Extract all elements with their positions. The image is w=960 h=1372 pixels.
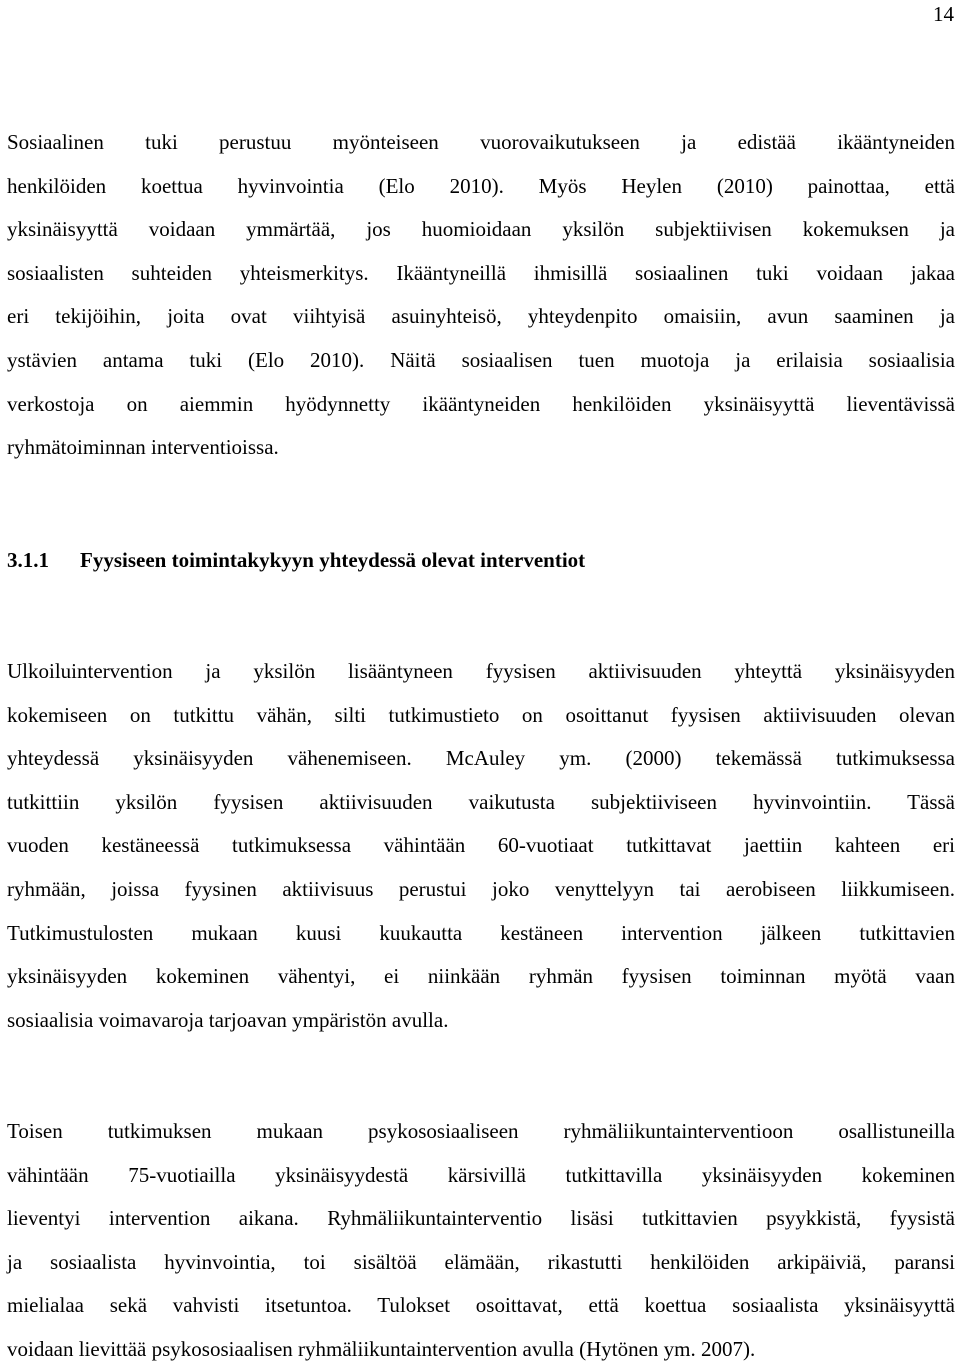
- text-line: vähintään 75-vuotiailla yksinäisyydestä kärsivillä tutkittavilla yksinäisyyden kokeminen: [7, 1162, 955, 1187]
- paragraph-social-support: [7, 121, 955, 470]
- text-line: ryhmään, joissa fyysinen aktiivisuus perustui joko venyttelyyn tai aerobiseen liikkumiseen.: [7, 876, 955, 901]
- text-line: ystävien antama tuki (Elo 2010). Näitä sosiaalisen tuen muotoja ja erilaisia sosiaalisia: [7, 347, 955, 372]
- text-line: verkostoja on aiemmin hyödynnetty ikääntyneiden henkilöiden yksinäisyyttä lieventävissä: [7, 391, 955, 416]
- text-line: henkilöiden koettua hyvinvointia (Elo 2010). Myös Heylen (2010) painottaa, että: [7, 173, 955, 198]
- text-line: sosiaalisten suhteiden yhteismerkitys. Ikääntyneillä ihmisillä sosiaalinen tuki voidaan jakaa: [7, 260, 955, 285]
- paragraph-physical-activity: [7, 650, 955, 1042]
- text-line: vuoden kestäneessä tutkimuksessa vähintään 60-vuotiaat tutkittavat jaettiin kahteen eri: [7, 833, 955, 858]
- text-line: tutkittiin yksilön fyysisen aktiivisuuden vaikutusta subjektiiviseen hyvinvointiin. Tässä: [7, 789, 955, 814]
- text-line: voidaan lievittää psykososiaalisen ryhmäliikuntaintervention avulla (Hytönen ym. 2007).: [7, 1336, 756, 1361]
- section-heading: [7, 545, 585, 575]
- text-line: sosiaalisia voimavaroja tarjoavan ympäristön avulla.: [7, 1007, 449, 1032]
- text-line: Ulkoiluintervention ja yksilön lisääntyneen fyysisen aktiivisuuden yhteyttä yksinäisyyden: [7, 659, 955, 683]
- text-line: kokemiseen on tutkittu vähän, silti tutkimustieto on osoittanut fyysisen aktiivisuuden olevan: [7, 702, 955, 727]
- text-line: ryhmätoiminnan interventioissa.: [7, 435, 279, 460]
- text-line: lieventyi intervention aikana. Ryhmäliikuntainterventio lisäsi tutkittavien psyykkistä, fyysistä: [7, 1206, 955, 1231]
- section-title: Fyysiseen toimintakykyyn yhteydessä olevat interventiot: [80, 548, 586, 572]
- text-line: Toisen tutkimuksen mukaan psykososiaaliseen ryhmäliikuntainterventioon osallistuneilla: [7, 1119, 955, 1143]
- text-line: Tutkimustulosten mukaan kuusi kuukautta kestäneen intervention jälkeen tutkittavien: [7, 920, 955, 945]
- text-line: eri tekijöihin, joita ovat viihtyisä asuinyhteisö, yhteydenpito omaisiin, avun saaminen ja: [7, 304, 955, 329]
- text-line: Sosiaalinen tuki perustuu myönteiseen vuorovaikutukseen ja edistää ikääntyneiden: [7, 130, 955, 154]
- text-line: mielialaa sekä vahvisti itsetuntoa. Tulokset osoittavat, että koettua sosiaalista yksinäisyyttä: [7, 1293, 955, 1318]
- text-line: ja sosiaalista hyvinvointia, toi sisältöä elämään, rikastutti henkilöiden arkipäiviä, paransi: [7, 1249, 955, 1274]
- text-line: yhteydessä yksinäisyyden vähenemiseen. McAuley ym. (2000) tekemässä tutkimuksessa: [7, 746, 955, 771]
- section-number: 3.1.1: [7, 548, 49, 572]
- page-number: 14: [933, 2, 954, 26]
- text-line: yksinäisyyttä voidaan ymmärtää, jos huomioidaan yksilön subjektiivisen kokemuksen ja: [7, 217, 955, 242]
- text-line: yksinäisyyden kokeminen vähentyi, ei niinkään ryhmän fyysisen toiminnan myötä vaan: [7, 964, 955, 989]
- paragraph-group-exercise: [7, 1110, 955, 1372]
